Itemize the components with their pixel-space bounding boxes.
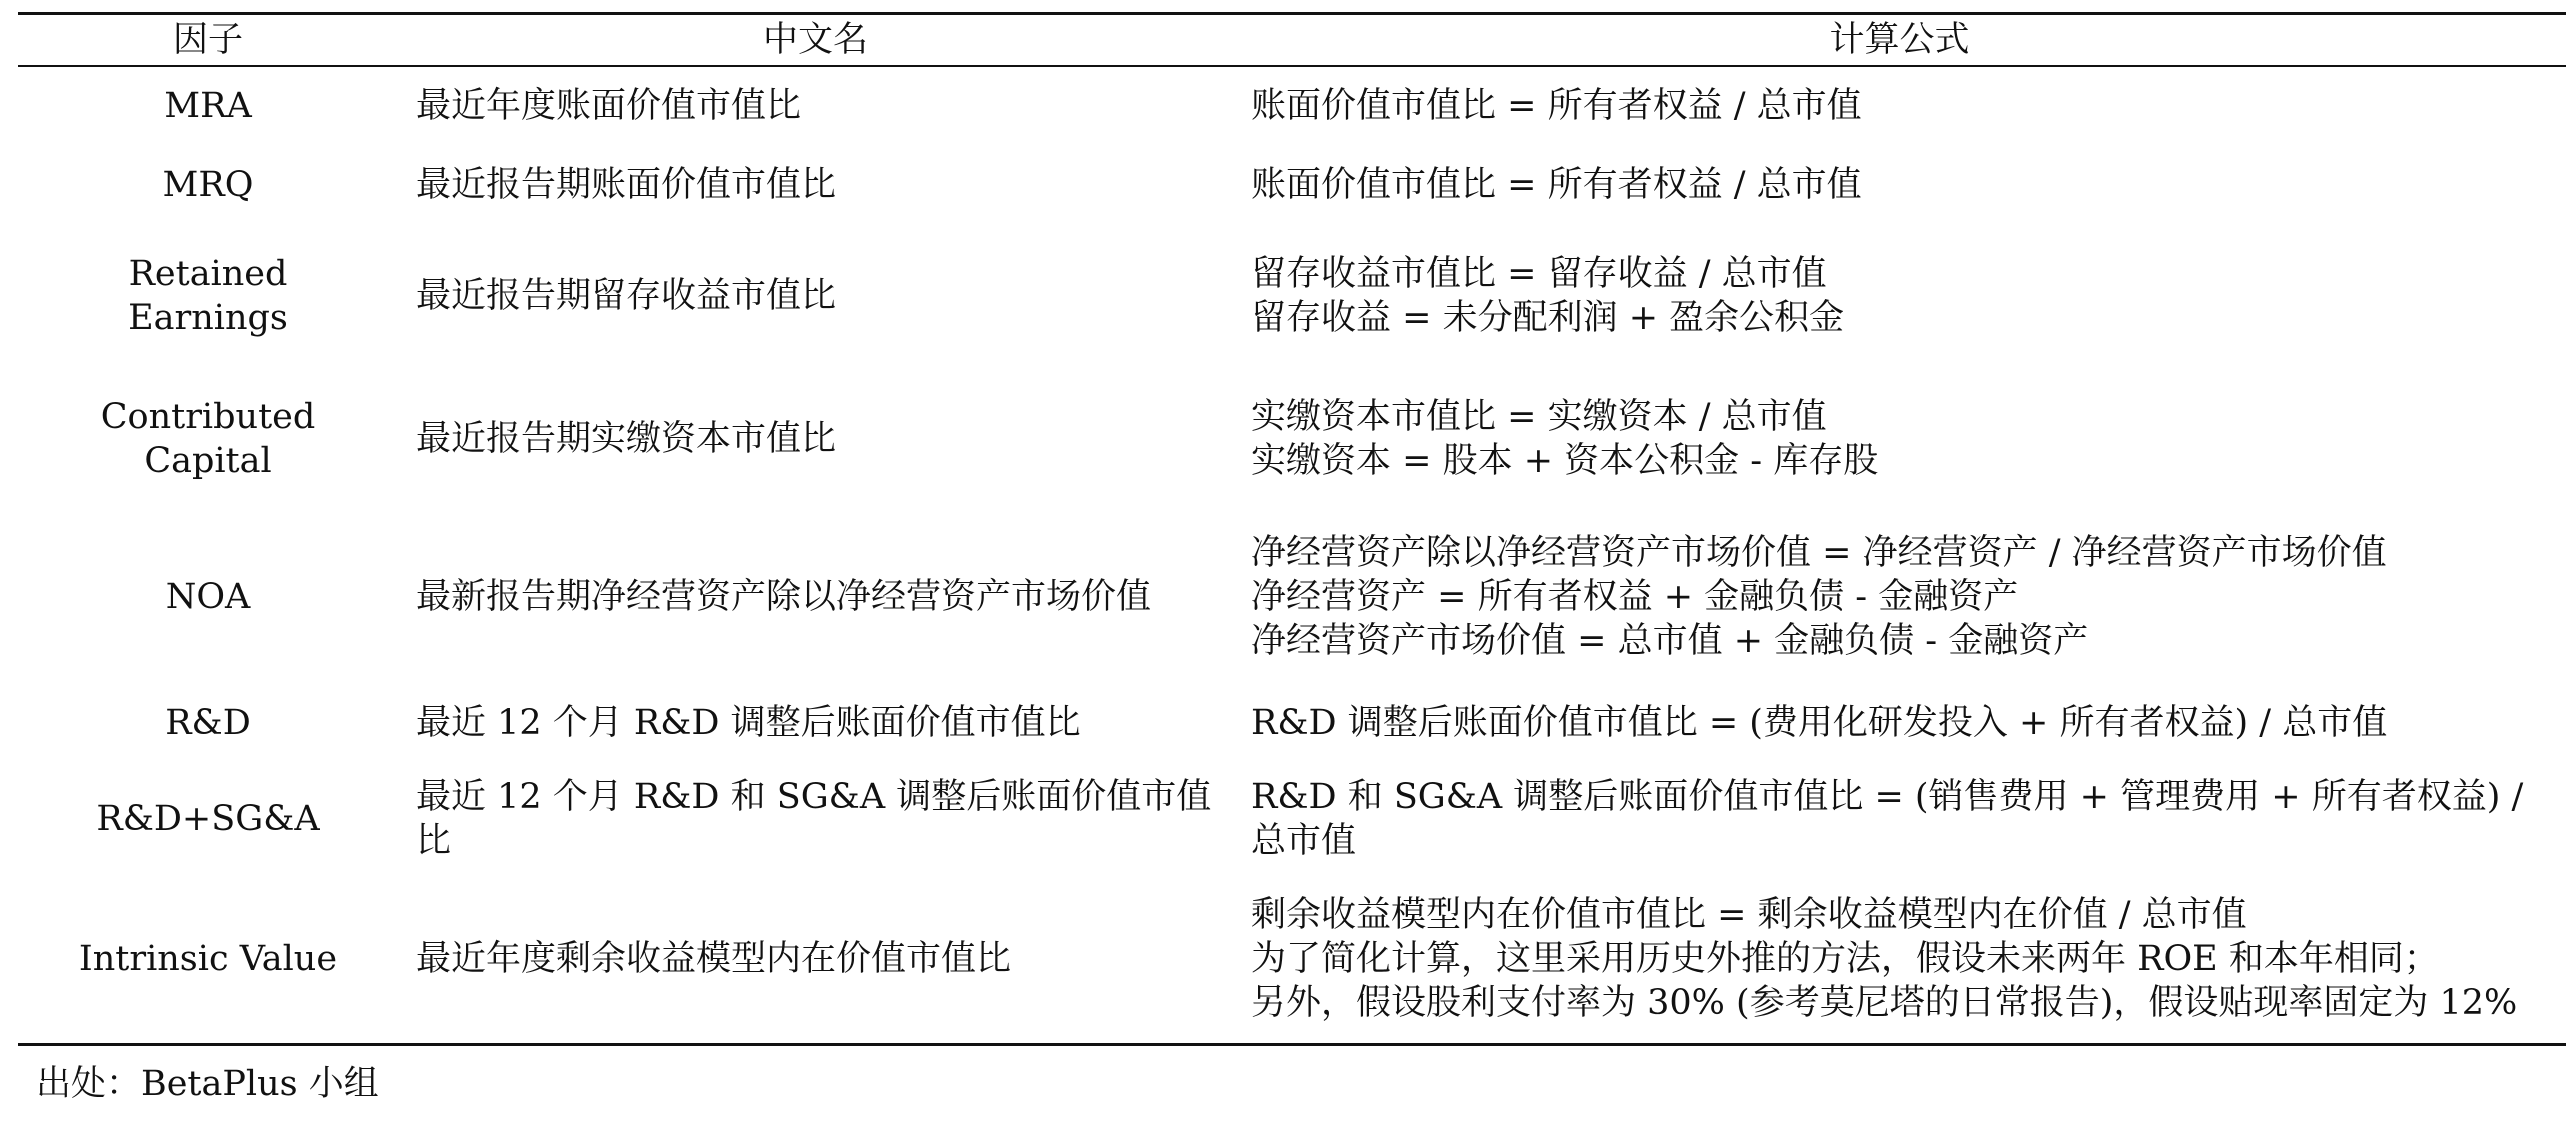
factor-cell [18,511,398,684]
chinese-name: 最近年度剩余收益模型内在价值市值比 [416,938,1012,979]
factor-label: Capital [144,441,272,481]
table-row [18,225,2566,368]
source-note: 出处：BetaPlus 小组 [36,1064,379,1104]
header-formula: 计算公式 [1233,14,2566,66]
formula-line: 实缴资本市值比 = 实缴资本 / 总市值 [1251,397,1827,437]
table-row [18,368,2566,511]
formula-line: 留存收益 = 未分配利润 + 盈余公积金 [1251,298,1845,338]
formula-line: 净经营资产 = 所有者权益 + 金融负债 - 金融资产 [1251,577,2019,617]
formula-cell [1233,225,2566,368]
table-row [18,875,2566,1045]
formula-cell [1233,511,2566,684]
formula-cell [1233,368,2566,511]
formula-cell [1233,763,2566,875]
factor-cell [18,368,398,511]
chinese-name-cell [398,225,1233,368]
factor-cell [18,145,398,225]
formula-line: R&D 调整后账面价值市值比 = (费用化研发投入 + 所有者权益) / 总市值 [1251,703,2388,743]
chinese-name: 最近报告期账面价值市值比 [416,164,837,205]
factor-cell [18,225,398,368]
factor-cell [18,875,398,1045]
factor-label: Retained [128,254,288,294]
factor-label: R&D+SG&A [96,798,320,839]
table-row [18,145,2566,225]
formula-cell [1233,875,2566,1045]
chinese-name-cell [398,763,1233,875]
table-header [18,14,2566,66]
table-row [18,763,2566,875]
formula-line: 净经营资产除以净经营资产市场价值 = 净经营资产 / 净经营资产市场价值 [1251,533,2387,573]
formula-line: 账面价值市值比 = 所有者权益 / 总市值 [1251,85,1862,126]
chinese-name: 最近年度账面价值市值比 [416,85,802,126]
factor-label: R&D [165,703,251,743]
chinese-name-cell [398,145,1233,225]
factor-table [18,12,2566,1046]
factor-label: Intrinsic Value [78,938,338,979]
factor-label: Contributed [100,397,316,437]
table-row [18,511,2566,684]
formula-line: 另外，假设股利支付率为 30% (参考莫尼塔的日常报告)，假设贴现率固定为 12% [1251,982,2518,1023]
chinese-name-cell [398,875,1233,1045]
formula-cell [1233,145,2566,225]
factor-label: MRQ [162,164,254,205]
formula-line: R&D 和 SG&A 调整后账面价值市值比 = (销售费用 + 管理费用 + 所有者权益) / 总市值 [1251,776,2524,861]
chinese-name-cell [398,684,1233,763]
chinese-name-cell [398,511,1233,684]
table-row [18,684,2566,763]
formula-line: 实缴资本 = 股本 + 资本公积金 - 库存股 [1251,441,1879,481]
header-chinese-name: 中文名 [398,14,1233,66]
formula-line: 留存收益市值比 = 留存收益 / 总市值 [1251,254,1827,294]
formula-cell [1233,66,2566,145]
factor-cell [18,66,398,145]
factor-cell [18,763,398,875]
chinese-name: 最近报告期留存收益市值比 [416,276,837,316]
factor-cell [18,684,398,763]
chinese-name: 最近报告期实缴资本市值比 [416,419,837,459]
chinese-name: 最近 12 个月 R&D 调整后账面价值市值比 [416,703,1081,743]
formula-line: 剩余收益模型内在价值市值比 = 剩余收益模型内在价值 / 总市值 [1251,894,2247,935]
chinese-name: 最近 12 个月 R&D 和 SG&A 调整后账面价值市值比 [416,776,1212,861]
factor-label: MRA [164,85,252,126]
formula-cell [1233,684,2566,763]
formula-line: 账面价值市值比 = 所有者权益 / 总市值 [1251,164,1862,205]
chinese-name: 最新报告期净经营资产除以净经营资产市场价值 [416,577,1152,617]
chinese-name-cell [398,66,1233,145]
header-factor: 因子 [18,14,398,66]
header-row [18,14,2566,66]
formula-line: 为了简化计算，这里采用历史外推的方法，假设未来两年 ROE 和本年相同； [1251,938,2439,979]
factor-label: Earnings [128,298,288,338]
chinese-name-cell [398,368,1233,511]
table-body [18,66,2566,1045]
formula-line: 净经营资产市场价值 = 总市值 + 金融负债 - 金融资产 [1251,621,2089,661]
table-row [18,66,2566,145]
factor-label: NOA [165,577,251,617]
